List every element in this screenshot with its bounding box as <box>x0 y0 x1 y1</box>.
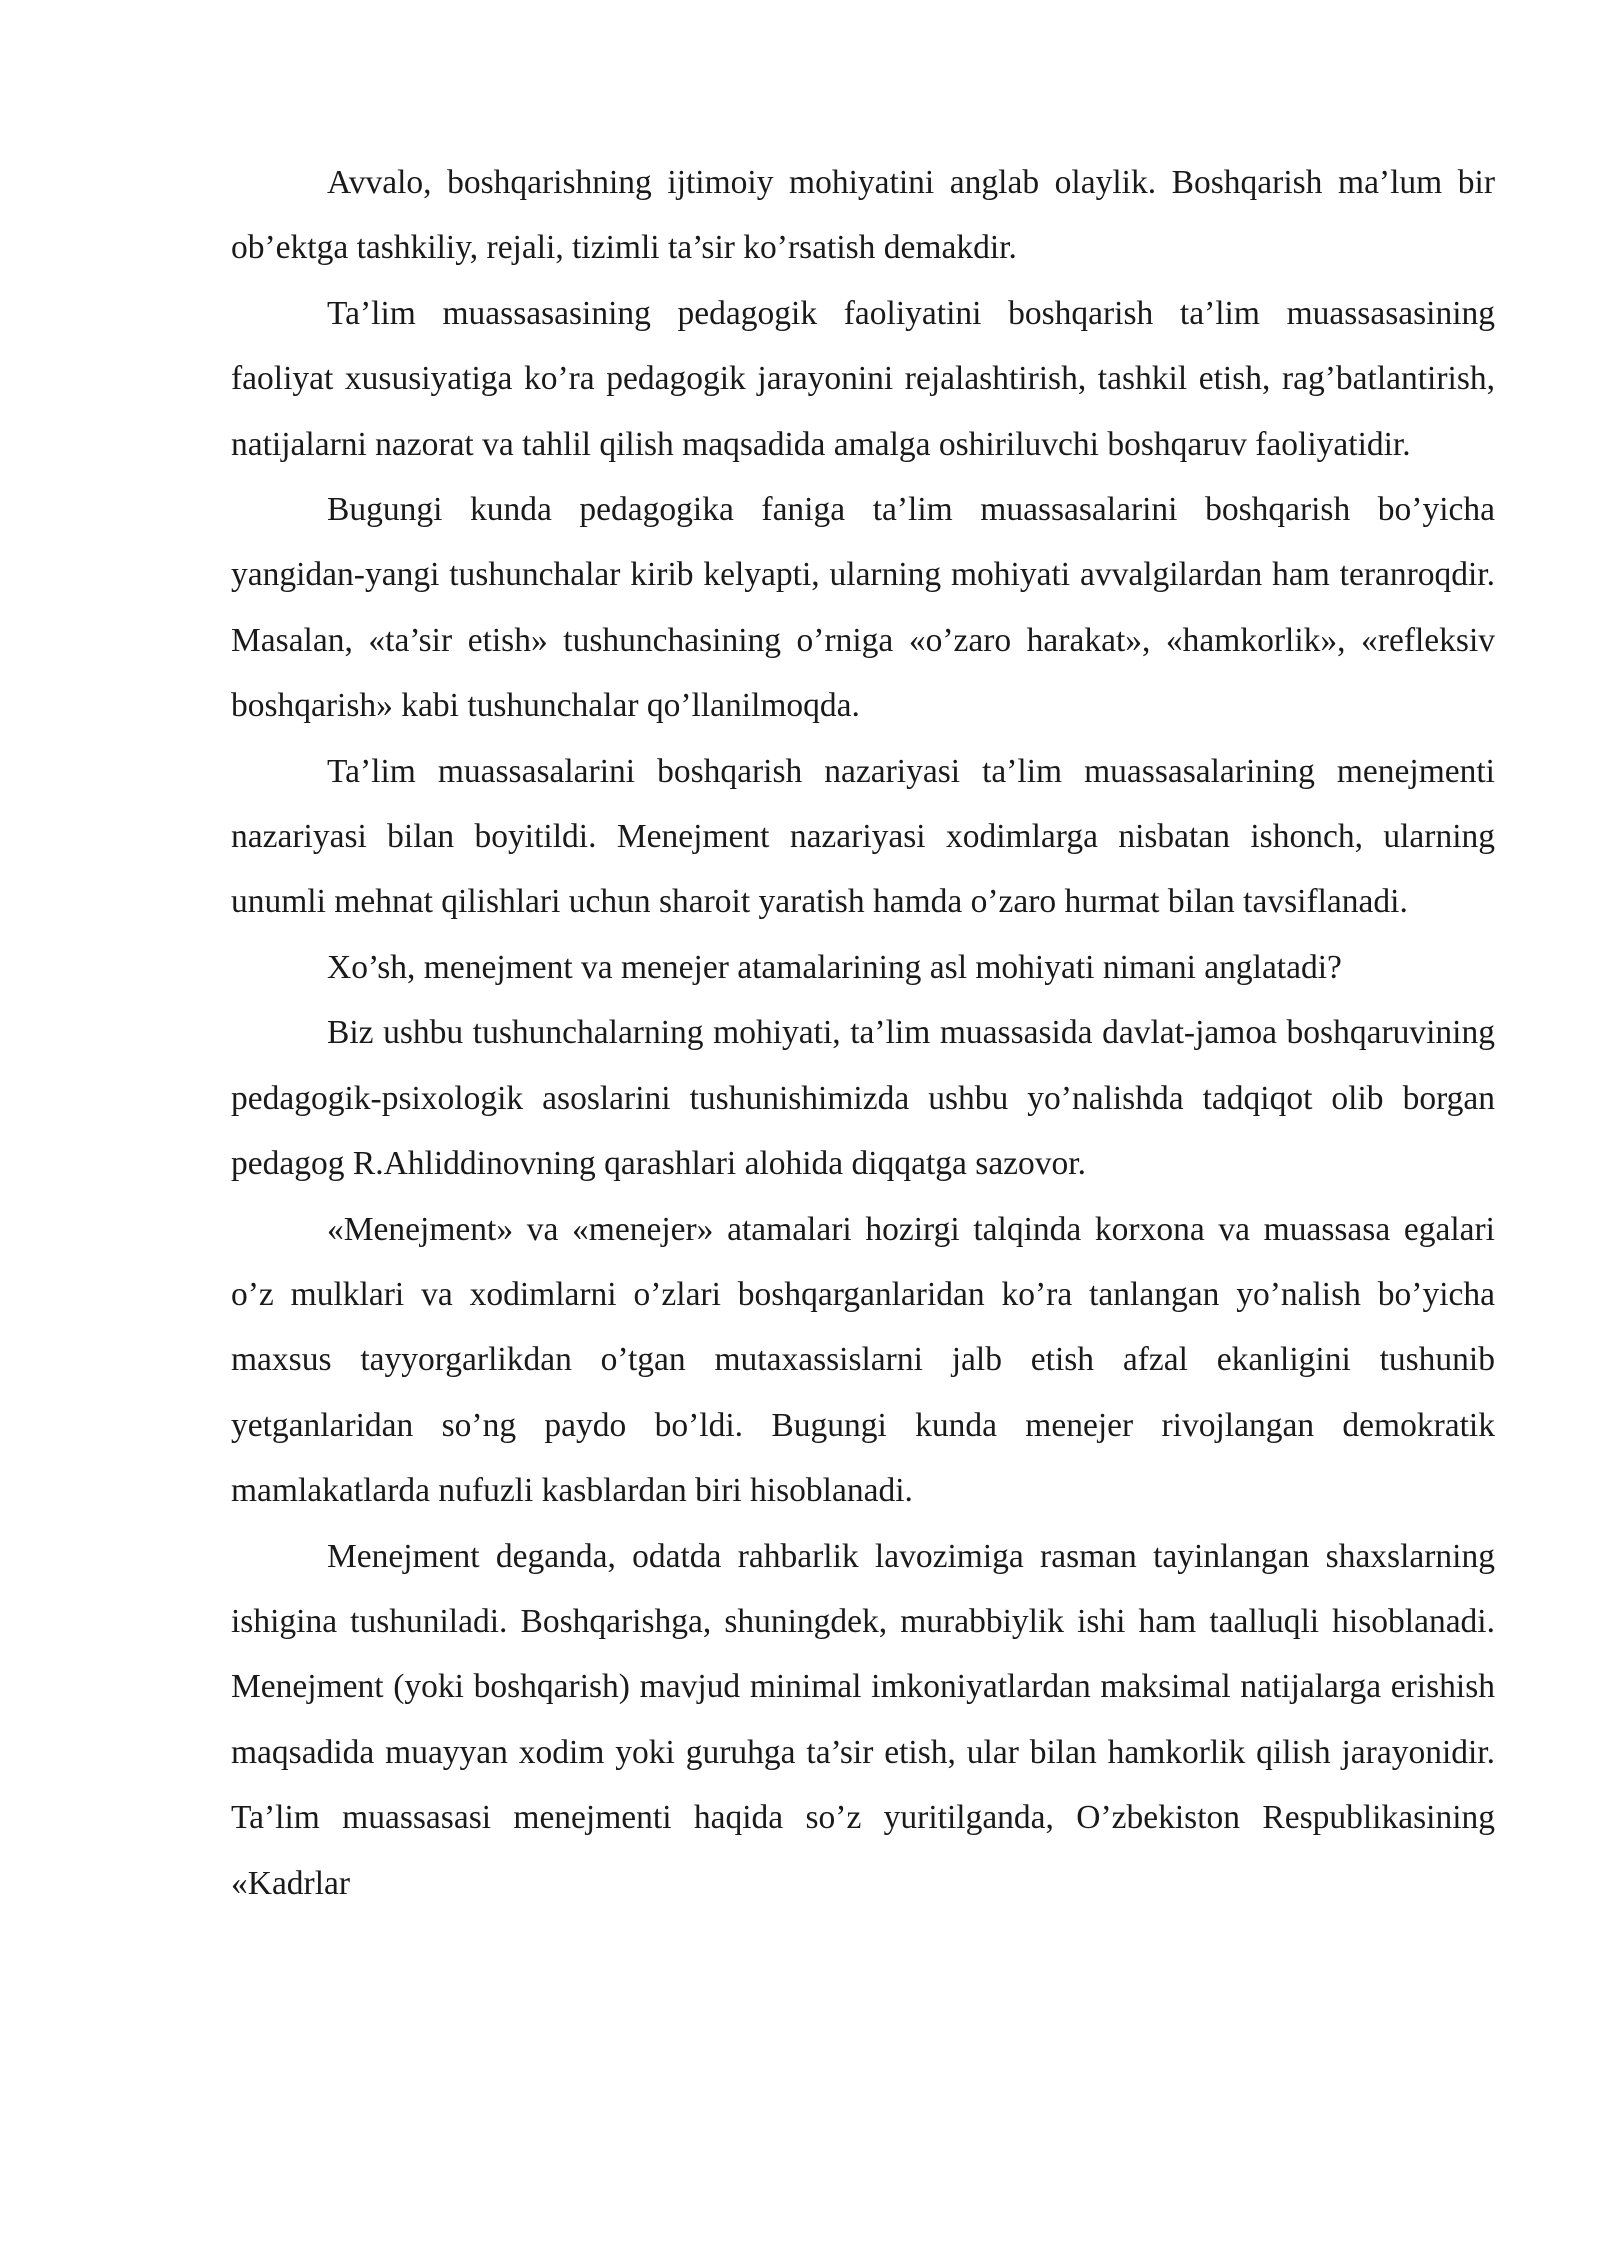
paragraph-3: Bugungi kunda pedagogika faniga ta’lim muassasalarini boshqarish bo’yicha yangidan-yangi tushunchalar kirib kelyapti, ularning mohiyati avvalgilardan ham teranroqdir. Masalan, «ta’sir etish» tushunchasining o’rniga «o’zaro harakat», «hamkorlik», «refleksiv boshqarish» kabi tushunchalar qo’llanilmoqda. <box>231 491 1495 725</box>
paragraph-5: Xo’sh, menejment va menejer atamalarining asl mohiyati nimani anglatadi? <box>327 948 1342 986</box>
paragraph-4: Ta’lim muassasalarini boshqarish nazariyasi ta’lim muassasalarining menejmenti nazariyasi bilan boyitildi. Menejment nazariyasi xodimlarga nisbatan ishonch, ularning unumli mehnat qilishlari uchun sharoit yaratish hamda o’zaro hurmat bilan tavsiflanadi. <box>231 752 1495 921</box>
paragraph-8: Menejment deganda, odatda rahbarlik lavozimiga rasman tayinlangan shaxslarning ishigina tushuniladi. Boshqarishga, shuningdek, murabbiylik ishi ham taalluqli hisoblanadi. Menejment (yoki boshqarish) mavjud minimal imkoniyatlardan maksimal natijalarga erishish maqsadida muayyan xodim yoki guruhga ta’sir etish, ular bilan hamkorlik qilish jarayonidir. Ta’lim muassasasi menejmenti haqida so’z yuritilganda, O’zbekiston Respublikasining «Kadrlar <box>231 1537 1495 1902</box>
document-body <box>231 150 1495 1916</box>
paragraph-2: Ta’lim muassasasining pedagogik faoliyatini boshqarish ta’lim muassasasining faoliyat xususiyatiga ko’ra pedagogik jarayonini rejalashtirish, tashkil etish, rag’batlantirish, natijalarni nazorat va tahlil qilish maqsadida amalga oshiriluvchi boshqaruv faoliyatidir. <box>231 294 1495 463</box>
paragraph-7: «Menejment» va «menejer» atamalari hozirgi talqinda korxona va muassasa egalari o’z mulklari va xodimlarni o’zlari boshqarganlaridan ko’ra tanlangan yo’nalish bo’yicha maxsus tayyorgarlikdan o’tgan mutaxassislarni jalb etish afzal ekanligini tushunib yetganlaridan so’ng paydo bo’ldi. Bugungi kunda menejer rivojlangan demokratik mamlakatlarda nufuzli kasblardan biri hisoblanadi. <box>231 1210 1495 1510</box>
paragraph-1: Avvalo, boshqarishning ijtimoiy mohiyatini anglab olaylik. Boshqarish ma’lum bir ob’ektga tashkiliy, rejali, tizimli ta’sir ko’rsatish demakdir. <box>231 164 1495 267</box>
paragraph-6: Biz ushbu tushunchalarning mohiyati, ta’lim muassasida davlat-jamoa boshqaruvining pedagogik-psixologik asoslarini tushunishimizda ushbu yo’nalishda tadqiqot olib borgan pedagog R.Ahliddinovning qarashlari alohida diqqatga sazovor. <box>231 1014 1495 1183</box>
